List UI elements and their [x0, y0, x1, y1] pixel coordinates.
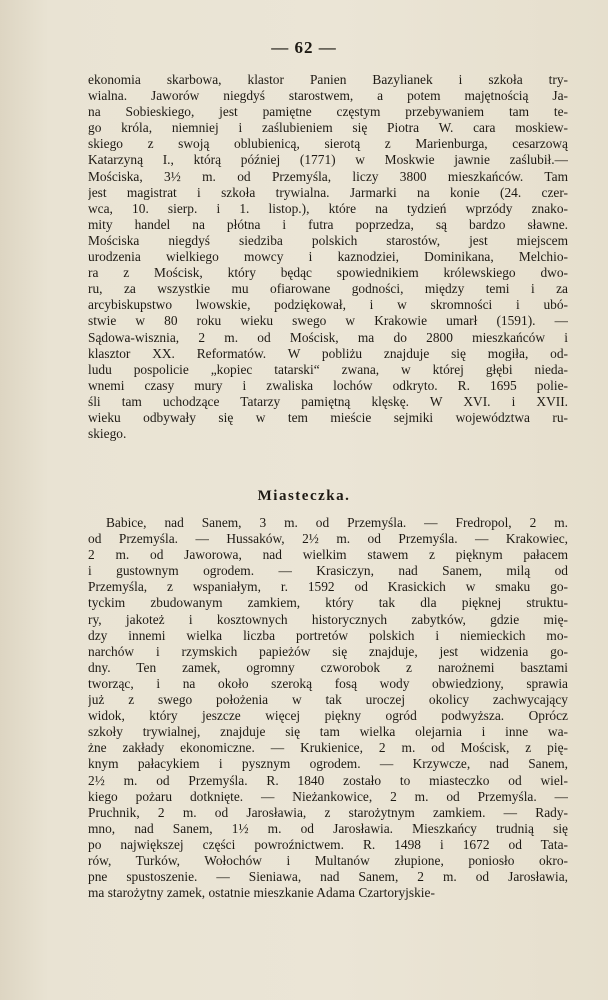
text-line: Przemyśla, z wspaniałym, r. 1592 od Krasickich w smaku go-	[88, 579, 568, 595]
text-line: go króla, niemniej i zaślubieniem się Piotra W. cara moskiew-	[88, 120, 568, 136]
text-line: na Sobieskiego, jest pamiętne częstym przebywaniem tam te-	[88, 104, 568, 120]
text-line: urodzenia wielkiego mowcy i kaznodziei, Dominikana, Melchio-	[88, 249, 568, 265]
text-line: stwie w 80 roku wieku swego w Krakowie umarł (1591). —	[88, 313, 568, 329]
text-line: tyckim zbudowanym zamkiem, który tak dla pięknej struktu-	[88, 595, 568, 611]
page-number: — 62 —	[271, 38, 337, 57]
text-line: już z swego położenia w tak uroczej okolicy zachwycający	[88, 692, 568, 708]
text-line: ru, za wszystkie mu ofiarowane godności, między temi i za	[88, 281, 568, 297]
text-line: mity handel na płótna i futra poprzedza, są bardzo sławne.	[88, 216, 568, 232]
text-line: Katarzyną I., którą później (1771) w Moskwie jawnie zaślubił.—	[88, 152, 568, 168]
text-line: wca, 10. sierp. i 1. listop.), które na tydzień wprzódy znako-	[88, 200, 568, 216]
text-line: klasztor XX. Reformatów. W pobliżu znajduje się mogiła, od-	[88, 345, 568, 361]
text-line: śli tam uchodzące Tatarzy pamiętną klęskę. W XVI. i XVII.	[88, 393, 568, 409]
text-line: skiego z swoją oblubienicą, sierotą z Marienburga, cesarzową	[88, 136, 568, 152]
text-line: pne spustoszenie. — Sieniawa, nad Sanem, 2 m. od Jarosławia,	[88, 869, 568, 885]
text-line: tworząc, i na około szeroką fosą wody obwiedziony, sprawia	[88, 675, 568, 691]
paragraph-miasteczka	[88, 515, 568, 901]
text-line: i gustownym ogrodem. — Krasiczyn, nad Sanem, milą od	[88, 563, 568, 579]
text-line: arcybiskupstwo lwowskie, podziękował, i w skromności i ubó-	[88, 297, 568, 313]
section-title: Miasteczka.	[257, 488, 351, 504]
text-line: szkoły trywialnej, znajduje się tam wielka olejarnia i inne wa-	[88, 724, 568, 740]
text-line: dny. Ten zamek, ogromny czworobok z narożnemi basztami	[88, 659, 568, 675]
text-line: żne zakłady ekonomiczne. — Krukienice, 2 m. od Mościsk, z pię-	[88, 740, 568, 756]
text-line: 2½ m. od Przemyśla. R. 1840 zostało to miasteczko od wiel-	[88, 772, 568, 788]
text-line: wnemi czasy mury i zwaliska lochów odkryto. R. 1695 polie-	[88, 377, 568, 393]
text-line: wieku odbywały się w tem mieście sejmiki województwa ru-	[88, 409, 568, 425]
text-line: Mościska niegdyś siedziba polskich starostów, jest miejscem	[88, 232, 568, 248]
text-line: Mościska, 3½ m. od Przemyśla, liczy 3800 mieszkańców. Tam	[88, 168, 568, 184]
text-line: rów, Turków, Wołochów i Multanów złupione, poniosło okro-	[88, 852, 568, 868]
text-line: kiego pożaru dotknięte. — Nieżankowice, 2 m. od Przemyśla. —	[88, 788, 568, 804]
text-line: skiego.	[88, 426, 127, 442]
text-line: ry, jakoteż i kosztownych historycznych zabytków, gdzie mię-	[88, 611, 568, 627]
text-line: ekonomia skarbowa, klastor Panien Bazylianek i szkoła try-	[88, 72, 568, 87]
text-line: widok, który jeszcze więcej piękny ogród podwyższa. Oprócz	[88, 708, 568, 724]
text-line: jest magistrat i szkoła trywialna. Jarmarki na konie (24. czer-	[88, 184, 568, 200]
text-line: ra z Mościsk, który będąc spowiednikiem królewskiego dwo-	[88, 265, 568, 281]
text-line: ludu pospolicie „kopiec tatarski“ zwana, w której głębi nieda-	[88, 361, 568, 377]
text-line: Babice, nad Sanem, 3 m. od Przemyśla. — Fredropol, 2 m.	[106, 515, 568, 530]
text-line: ma starożytny zamek, ostatnie mieszkanie Adama Czartoryjskie-	[88, 885, 435, 901]
text-line: narchów i rzymskich papieżów się znajduje, jest widzenia go-	[88, 643, 568, 659]
text-line: dzy innemi wielka liczba portretów polskich i niemieckich mo-	[88, 627, 568, 643]
text-line: Pruchnik, 2 m. od Jarosławia, z starożytnym zamkiem. — Rady-	[88, 804, 568, 820]
text-line: wialna. Jaworów niegdyś starostwem, a potem majętnością Ja-	[88, 88, 568, 104]
text-line: knym pałacykiem i pysznym ogrodem. — Krzywcze, nad Sanem,	[88, 756, 568, 772]
text-line: 2 m. od Jaworowa, nad wielkim stawem z pięknym pałacem	[88, 547, 568, 563]
text-line: Sądowa-wisznia, 2 m. od Mościsk, ma do 2800 mieszkańców i	[88, 329, 568, 345]
paragraph-mosciska	[88, 72, 568, 442]
text-line: po największej części powroźnictwem. R. 1498 i 1672 od Tata-	[88, 836, 568, 852]
text-line: mno, nad Sanem, 1½ m. od Jarosławia. Mieszkańcy trudnią się	[88, 820, 568, 836]
text-line: od Przemyśla. — Hussaków, 2½ m. od Przemyśla. — Krakowiec,	[88, 531, 568, 547]
